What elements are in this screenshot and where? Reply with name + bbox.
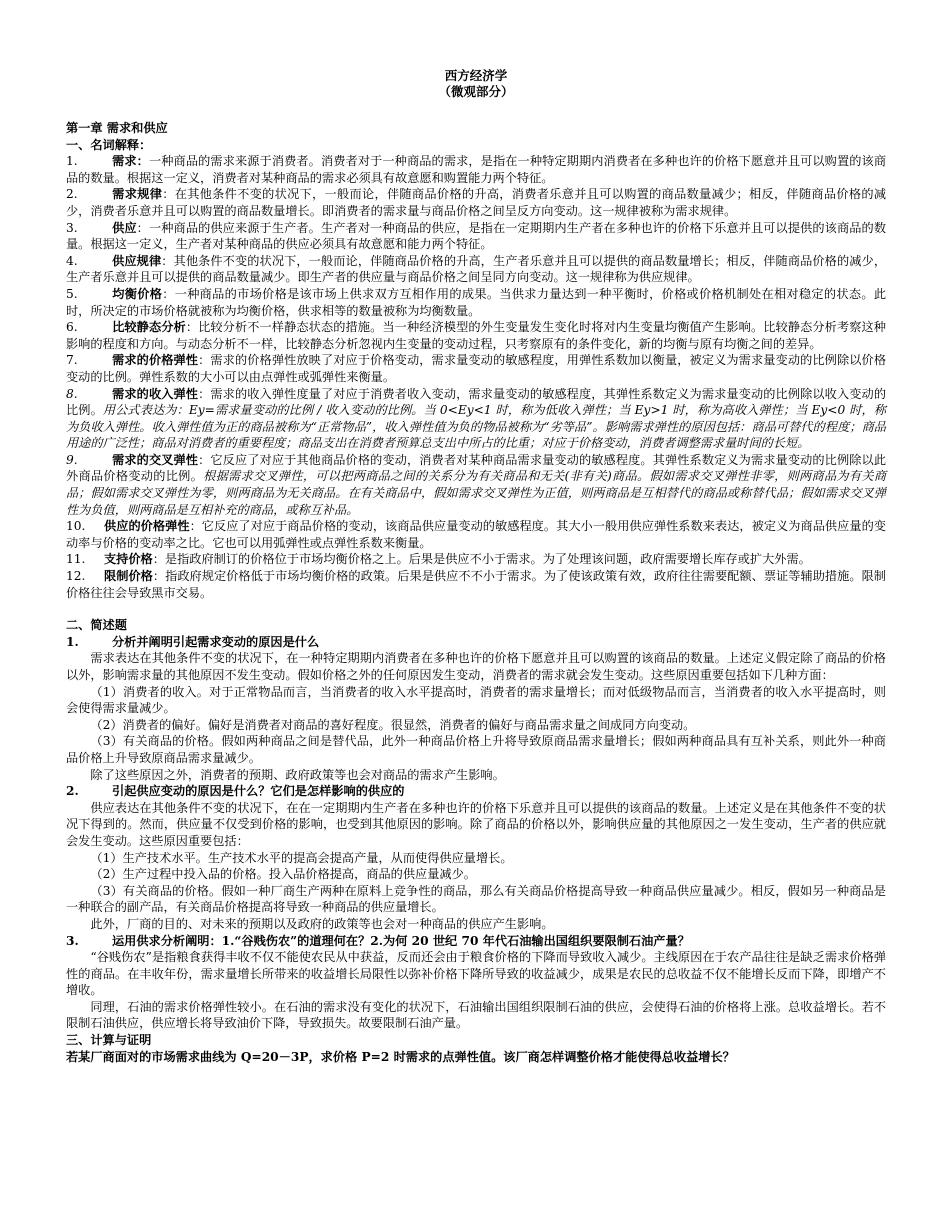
definition-term: 需求的价格弹性 — [112, 353, 199, 368]
question-3-title: 3. 运用供求分析阐明：1.“谷贱伤农”的道理何在？2.为何 20 世纪 70 年代石油输出国组织要限制石油产量？ — [66, 933, 690, 948]
definition-number: 12. — [66, 569, 86, 584]
definition-term: 限制价格 — [104, 569, 153, 584]
definition-item — [66, 386, 886, 452]
question-2-outro: 此外，厂商的目的、对未来的预期以及政府的政策等也会对一种商品的供应产生影响。 — [90, 916, 554, 931]
section-heading-calculation: 三、计算与证明 — [66, 1033, 152, 1048]
definition-number: 10. — [66, 519, 86, 534]
definition-number: 9. — [66, 452, 78, 467]
question-1-item: （3）有关商品的价格。假如两种商品之间是替代品，此外一种商品价格上升将导致原商品需求量增长；假如两种商品具有互补关系，则此外一种商品价格上升导致原商品需求量减少。 — [66, 734, 886, 765]
definition-text: ：一种商品的市场价格是该市场上供求双方互相作用的成果。当供求力量达到一种平衡时，价格或价格机制处在相对稳定的状态。此时，所决定的市场价格就被称为均衡价格，供求相等的数量被称为均衡数量。 — [66, 286, 887, 318]
definition-item — [66, 352, 886, 385]
question-2-item: （1）生产技术水平。生产技术水平的提高会提高产量，从而使得供应量增长。 — [90, 850, 513, 865]
definition-term: 需求的收入弹性 — [112, 386, 199, 401]
question-3-answer: 同理，石油的需求价格弹性较小。在石油的需求没有变化的状况下，石油输出国组织限制石油的供应，会使得石油的价格将上涨。总收益增长。若不限制石油供应，供应增长将导致油价下降，导致损失。故要限制石油产量。 — [66, 999, 886, 1031]
definition-text: ：比较分析不一样静态状态的措施。当一种经济模型的外生变量发生变化时将对内生变量均衡值产生影响。比较静态分析考察这种影响的程度和方向。与动态分析不一样，比较静态分析忽视内生变量的变动过程，只考察原有的条件变化，新的均衡与原有均衡之间的差异。 — [66, 320, 886, 351]
definition-text: ：它反应了对应于商品价格的变动，该商品供应量变动的敏感程度。其大小一般用供应弹性系数来表达，被定义为商品供应量的变动率与价格的变动率之比。它也可以用弧弹性或点弹性系数来衡量。 — [66, 519, 886, 550]
question-1-item: （2）消费者的偏好。偏好是消费者对商品的喜好程度。很显然，消费者的偏好与商品需求量之间成同方向变动。 — [90, 717, 696, 732]
question-2-intro: 供应表达在其他条件不变的状况下，在在一定期期内生产者在多种也许的价格下乐意并且可以提供的该商品的数量。上述定义是在其他条件不变的状况下得到的。然而，供应量不仅受到价格的影响，也受到其他原因的影响。除了商品的价格以外，影响供应量的其他原因之一发生变动，生产者的供应就会发生变动。这些原因重要包括： — [66, 800, 886, 848]
definition-term: 比较静态分析 — [112, 320, 186, 335]
definition-number: 4. — [66, 253, 78, 268]
question-1-outro: 除了这些原因之外，消费者的预期、政府政策等也会对商品的需求产生影响。 — [90, 767, 505, 782]
document-subtitle: （微观部分） — [438, 84, 514, 99]
definition-term: 供应 — [112, 220, 137, 235]
definition-term: 需求： — [112, 154, 149, 169]
calculation-question: 若某厂商面对的市场需求曲线为 Q=20－3P，求价格 P=2 时需求的点弹性值。该厂商怎样调整价格才能使得总收益增长？ — [66, 1049, 735, 1064]
section-heading-definitions: 一、名词解释： — [66, 137, 152, 152]
definition-term: 供应的价格弹性 — [104, 519, 190, 534]
definition-item — [66, 319, 886, 352]
definition-italic-note: 用公式表达为：Ey=需求量变动的比例 / 收入变动的比例。当 0<Ey<1 时，称为低收入弹性；当 Ey>1 时，称为高收入弹性；当 Ey<0 时，称为负收入弹性。收入弹性值为正的商品被称为“正常物品”，收入弹性值为负的物品被称为“劣等品”。影响需求弹性的原因包括：商品可替代的程度；商品用途的广泛性；商品对消费者的重要程度；商品支出在消费者预算总支出中所占的比重；对应于价格变动，消费者调整需求量时间的长短。 — [66, 403, 886, 451]
definition-item — [66, 551, 886, 568]
definition-number: 1. — [66, 154, 78, 169]
question-1-item: （1）消费者的收入。对于正常物品而言，当消费者的收入水平提高时，消费者的需求量增长；而对低级物品而言，当消费者的收入水平提高时，则会使得需求量减少。 — [66, 684, 886, 716]
definition-item — [66, 568, 886, 601]
question-3-answer: “谷贱伤农”是指粮食获得丰收不仅不能使农民从中获益，反而还会由于粮食价格的下降而导致收入减少。主线原因在于农产品往往是缺乏需求价格弹性的商品。在丰收年份，需求量增长所带来的收益增长局限性以弥补价格下降所导致的收益减少，成果是农民的总收益不仅不能增长反而下降，即增产不增收。 — [66, 950, 886, 998]
definition-text: 一种商品的需求来源于消费者。消费者对于一种商品的需求，是指在一种特定期期内消费者在多种也许的价格下愿意并且可以购置的该商品的数量。根据这一定义，消费者对某种商品的需求必须具有故意愿和购置能力两个特征。 — [66, 154, 887, 185]
definition-item — [66, 253, 886, 286]
definitions-list — [66, 153, 886, 601]
definition-text: ：需求的价格弹性放映了对应于价格变动，需求量变动的敏感程度，用弹性系数加以衡量，被定义为需求量变动的比例除以价格变动的比例。弹性系数的大小可以由点弹性或弧弹性来衡量。 — [66, 353, 887, 384]
definition-italic-note: 根据需求交叉弹性，可以把两商品之间的关系分为有关商品和无关(非有关)商品。假如需求交叉弹性非零，则两商品为有关商品；假如需求交叉弹性为零，则两商品为无关商品。在有关商品中，假如需求交叉弹性为正值，则两商品是互相替代的商品或称替代品；假如需求交叉弹性为负值，则两商品是互相补充的商品，或称互补品。 — [66, 469, 887, 517]
definition-number: 7. — [66, 353, 78, 368]
definition-item — [66, 220, 886, 253]
definition-text: ：在其他条件不变的状况下，一般而论，伴随商品价格的升高，消费者乐意并且可以购置的商品数量减少；相反，伴随商品价格的减少，消费者乐意并且可以购置的商品数量增长。即消费者的需求量与商品价格之间呈反方向变动。这一规律被称为需求规律。 — [66, 187, 887, 218]
definition-number: 2. — [66, 187, 78, 202]
definition-term: 供应规律 — [112, 253, 162, 268]
question-1-title: 1. 分析并阐明引起需求变动的原因是什么 — [66, 634, 320, 649]
definition-term: 需求的交叉弹性 — [112, 452, 199, 467]
section-heading-short-answer: 二、简述题 — [66, 618, 127, 633]
definition-number: 5. — [66, 286, 78, 301]
document-title: 西方经济学 — [444, 68, 508, 83]
document-page — [66, 68, 886, 1065]
question-2-title: 2. 引起供应变动的原因是什么？它们是怎样影响的供应的 — [66, 784, 405, 799]
question-1-intro: 需求表达在其他条件不变的状况下，在一种特定期期内消费者在多种也许的价格下愿意并且可以购置的该商品的数量。上述定义假定除了商品的价格以外，影响需求量的其他原因不发生变动。假如价格之外的任何原因发生变动，消费者的需求就会发生变动。这些原因重要包括如下几种方面： — [66, 651, 886, 682]
chapter-heading: 第一章 需求和供应 — [66, 121, 168, 135]
definition-text: ：一种商品的供应来源于生产者。生产者对一种商品的供应，是指在一定期期内生产者在多种也许的价格下乐意并且可以提供的该商品的数量。根据这一定义，生产者对某种商品的供应必须具有故意愿和能力两个特征。 — [66, 220, 887, 252]
definition-number: 11. — [66, 552, 86, 567]
definition-text: ：其他条件不变的状况下，一般而论，伴随商品价格的升高，生产者乐意并且可以提供的商品数量增长；相反，伴随商品价格的减少，生产者乐意并且可以提供的商品数量减少。即生产者的供应量与商品价格之间呈同方向变动。这一规律称为供应规律。 — [66, 253, 887, 285]
definition-text: ：是指政府制订的价格位于市场均衡价格之上。后果是供应不小于需求。为了处理该问题，政府需要增长库存或扩大外需。 — [152, 552, 811, 567]
definition-item — [66, 452, 886, 518]
question-2-item: （3）有关商品的价格。假如一种厂商生产两种在原料上竞争性的商品，那么有关商品价格提高导致一种商品供应量减少。相反，假如另一种商品是一种联合的副产品，有关商品价格提高将导致一种商品的供应量增长。 — [66, 883, 886, 915]
definition-item — [66, 186, 886, 219]
definition-term: 均衡价格 — [112, 286, 163, 301]
definition-text: ：指政府规定价格低于市场均衡价格的政策。后果是供应不不小于需求。为了使该政策有效，政府往往需要配额、票证等辅助措施。限制价格往往会导致黑市交易。 — [66, 569, 886, 600]
definition-number: 8. — [66, 386, 78, 401]
definition-item — [66, 286, 886, 319]
definition-term: 支持价格 — [104, 552, 153, 567]
definition-text: ：需求的收入弹性度量了对应于消费者收入变动，需求量变动的敏感程度，其弹性系数定义为需求量变动的比例除以收入变动的比例。 — [66, 386, 887, 418]
definition-item — [66, 518, 886, 551]
definition-term: 需求规律 — [112, 187, 163, 202]
definition-text: ：它反应了对应于其他商品价格的变动，消费者对某种商品需求量变动的敏感程度。其弹性系数定义为需求量变动的比例除以此外商品价格变动的比例。 — [66, 452, 887, 484]
definition-number: 3. — [66, 220, 78, 235]
definition-item — [66, 153, 886, 186]
definition-number: 6. — [66, 320, 78, 335]
question-2-item: （2）生产过程中投入品的价格。投入品价格提高，商品的供应量减少。 — [90, 867, 476, 882]
